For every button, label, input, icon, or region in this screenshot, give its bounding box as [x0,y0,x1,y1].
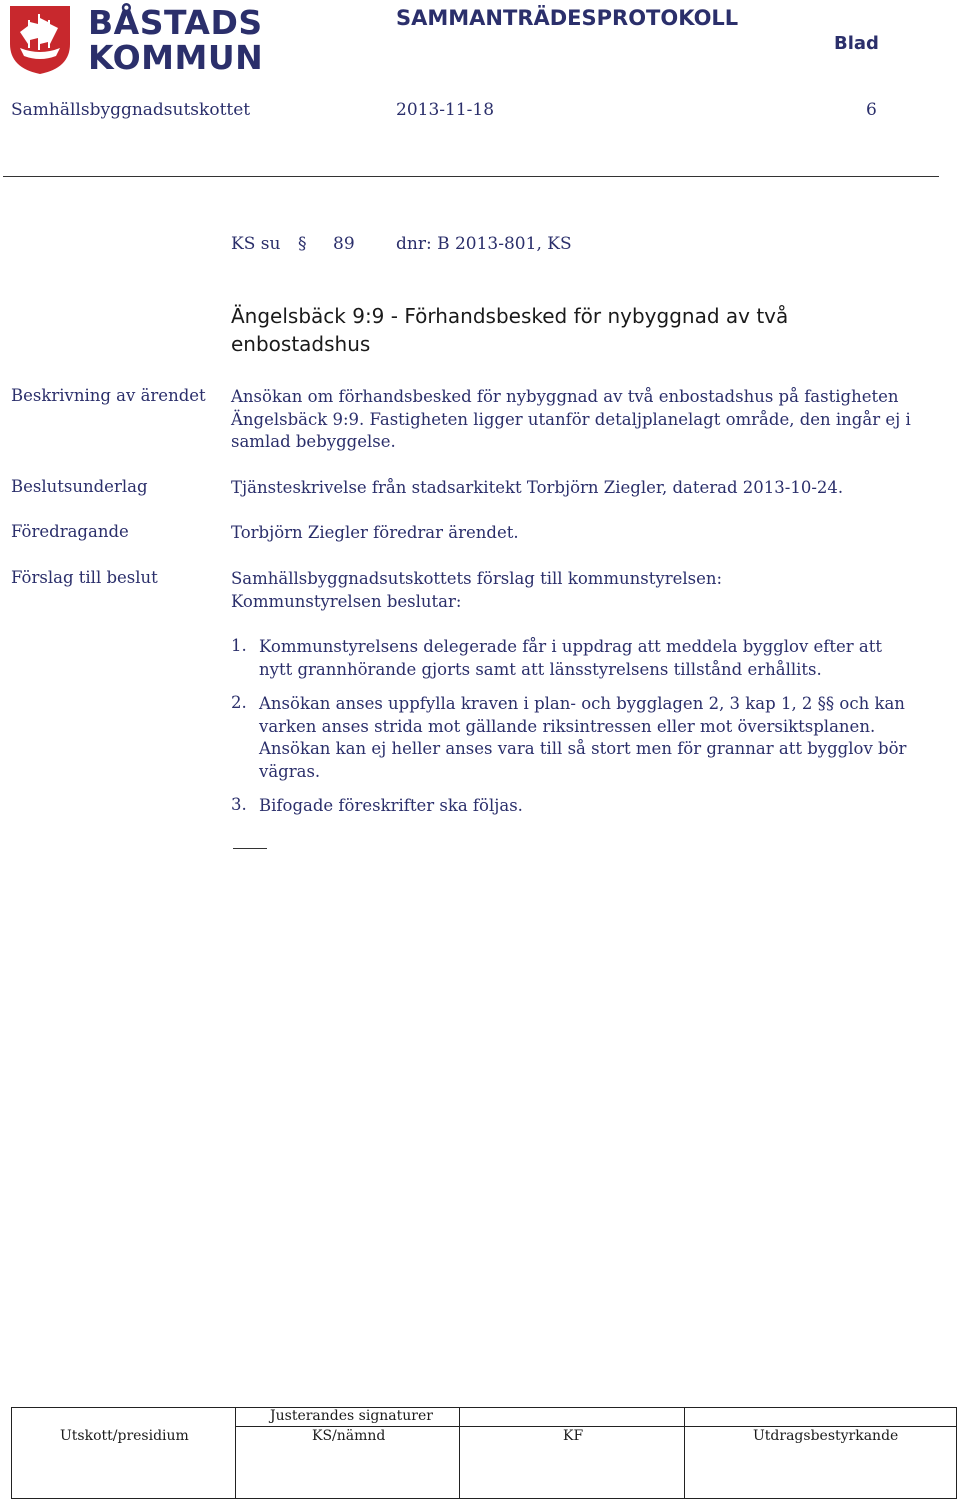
municipality-logo [8,3,264,77]
decision-text: Bifogade föreskrifter ska följas. [259,796,523,815]
signature-caption: Justerandes signaturer [270,1408,433,1424]
paragraph-symbol: § [298,234,307,254]
page-label: Blad [834,33,879,54]
logo-text-line2: KOMMUN [88,38,264,77]
description-label: Beskrivning av ärendet [11,386,206,405]
description-text: Ansökan om förhandsbesked för nybyggnad av två enbostadshus på fastigheten Ängelsbäck 9:9. Fastigheten ligger utanför detaljplanelagt område, den ingår ej i samlad bebyggelse. [231,387,911,451]
logo-text-line1: BÅSTADS [88,3,263,42]
page-number: 6 [866,100,877,120]
signature-column-divider [684,1407,685,1499]
decision-text: Kommunstyrelsens delegerade får i uppdrag att meddela bygglov efter att nytt grannhörande gjorts samt att länsstyrelsens tillstånd erhållits. [259,637,883,679]
decision-text: Ansökan anses uppfylla kraven i plan- och bygglagen 2, 3 kap 1, 2 §§ och kan varken anses strida mot gällande riksintressen eller mot översiktsplanen. Ansökan kan ej heller anses vara till så stort men för grannar att bygglov bör vägras. [259,694,907,781]
signature-table [11,1407,957,1499]
diary-number: dnr: B 2013-801, KS [396,234,572,254]
case-heading: Ängelsbäck 9:9 - Förhandsbesked för nybyggnad av två enbostadshus [231,304,789,356]
document-title: SAMMANTRÄDESPROTOKOLL [396,6,739,30]
committee-name: Samhällsbyggnadsutskottet [11,100,251,120]
proposal-label: Förslag till beslut [11,568,158,587]
decision-number: 3. [231,795,247,814]
signature-column-header: KS/nämnd [312,1428,386,1444]
meeting-date: 2013-11-18 [396,100,495,120]
signature-column-divider [235,1407,236,1499]
presenter-label: Föredragande [11,522,129,541]
signature-column-header: Utskott/presidium [60,1428,189,1444]
decision-number: 1. [231,636,247,655]
paragraph-number: 89 [333,234,355,254]
signature-caption-divider [236,1426,957,1427]
coat-of-arms-icon [8,4,72,76]
basis-label: Beslutsunderlag [11,477,148,496]
basis-text: Tjänsteskrivelse från stadsarkitekt Torbjörn Ziegler, daterad 2013-10-24. [231,478,844,497]
proposal-decision-intro: Kommunstyrelsen beslutar: [231,592,462,611]
signature-column-header: Utdragsbestyrkande [753,1428,899,1444]
presenter-text: Torbjörn Ziegler föredrar ärendet. [231,523,519,542]
case-body: KS su [231,234,281,254]
proposal-intro: Samhällsbyggnadsutskottets förslag till kommunstyrelsen: [231,569,723,588]
end-divider [233,848,267,849]
header-divider [3,176,939,177]
signature-column-header: KF [563,1428,584,1444]
decision-number: 2. [231,693,247,712]
signature-column-divider [459,1407,460,1499]
